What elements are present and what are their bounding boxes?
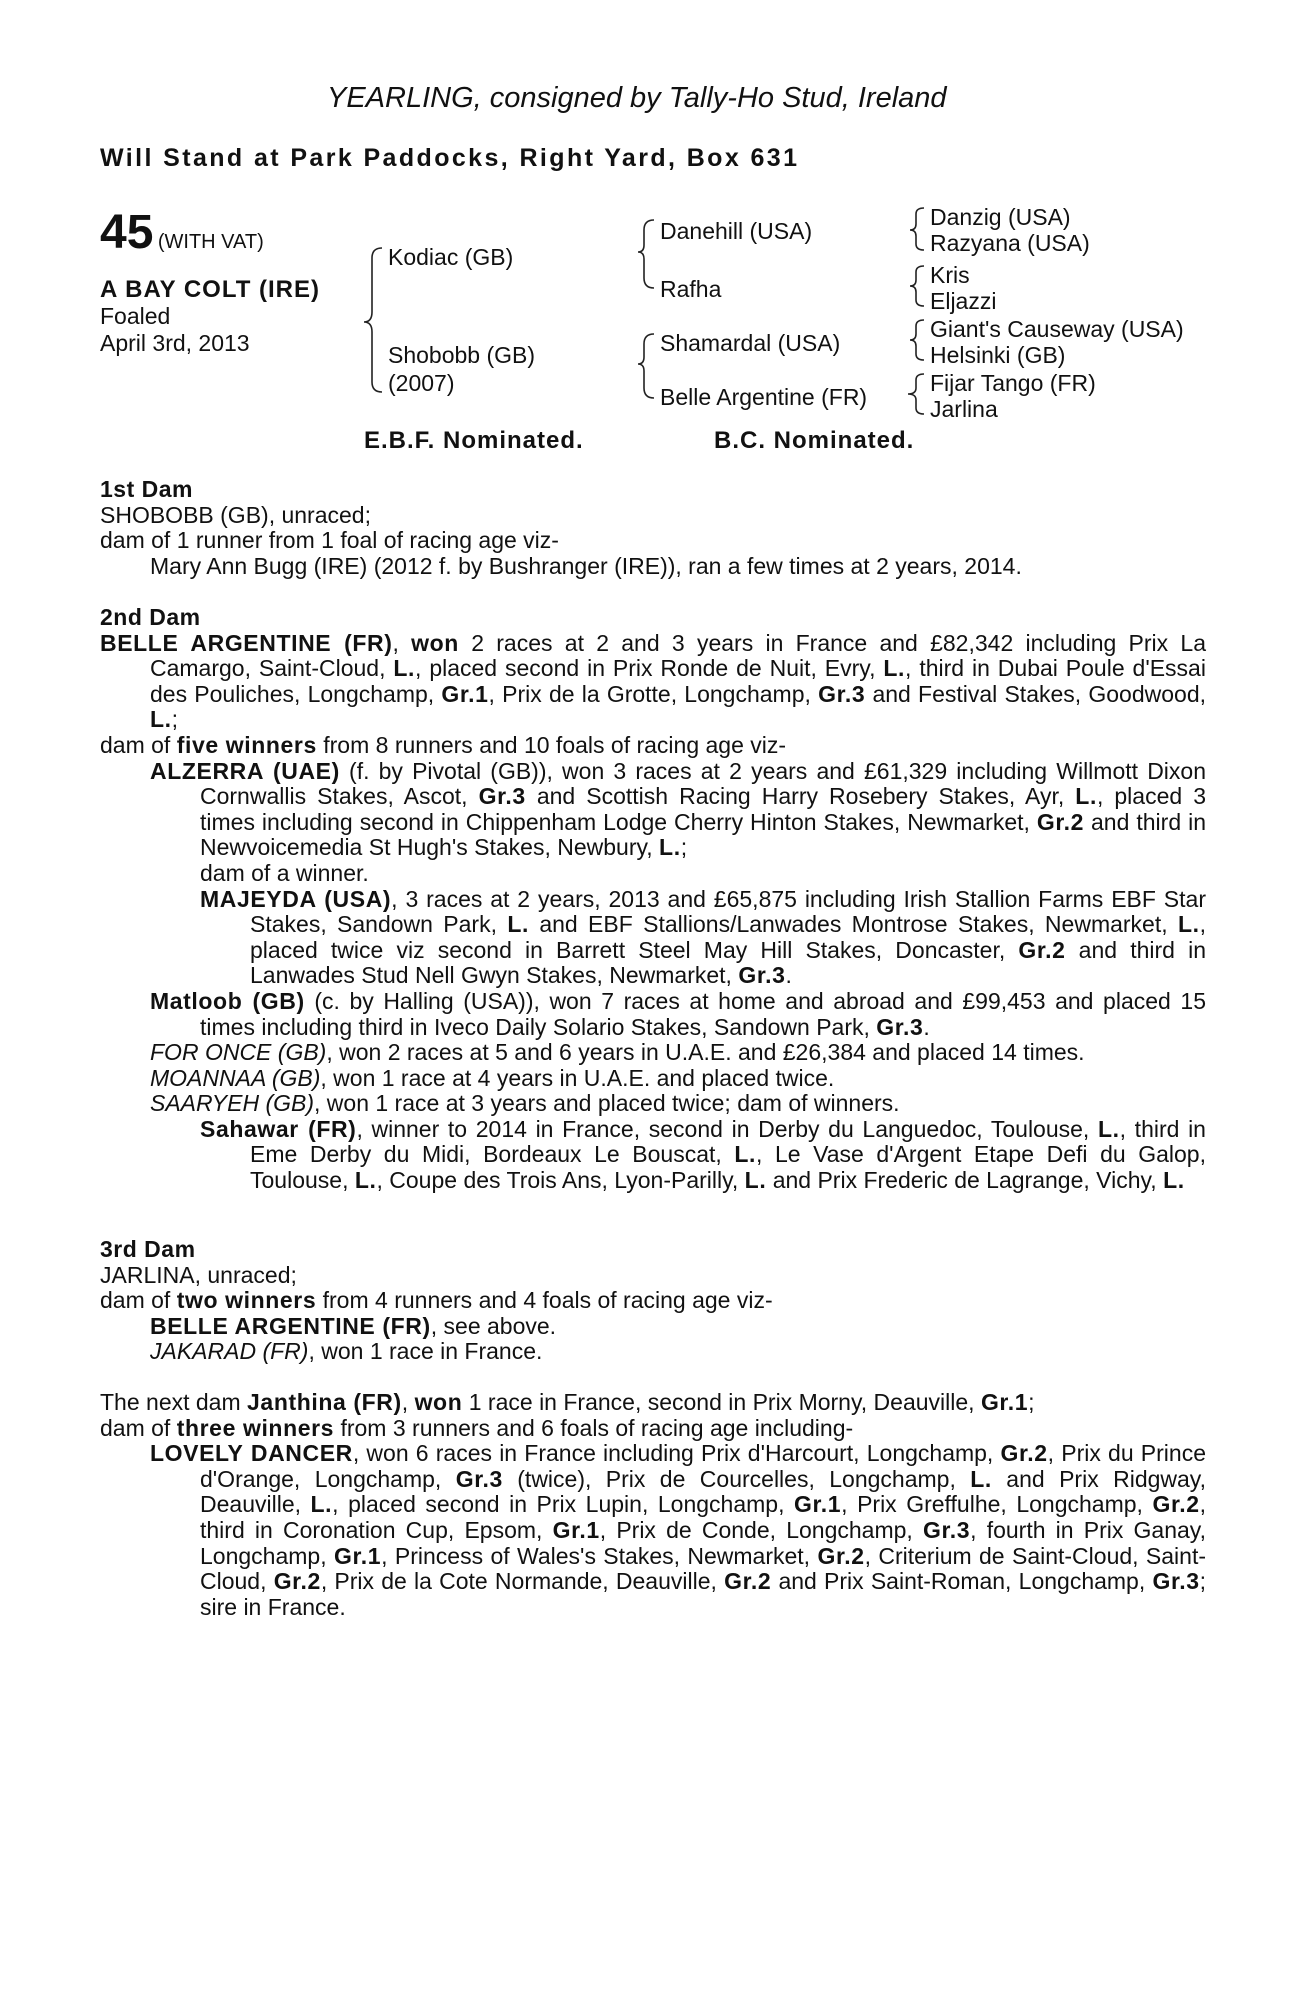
pedigree-sdd: Eljazzi: [930, 288, 997, 314]
first-dam-heading: 1st Dam: [100, 476, 193, 502]
third-dam-line3: BELLE ARGENTINE (FR), see above.: [150, 1312, 557, 1339]
first-dam-section: [100, 477, 1206, 579]
pedigree-brackets: [0, 0, 1314, 460]
pedigree-dds: Fijar Tango (FR): [930, 370, 1096, 396]
next-dam-record: The next dam Janthina (FR), won 1 race in France, second in Prix Morny, Deauville, Gr.1;: [100, 1389, 1035, 1415]
pedigree-dam-year: (2007): [388, 370, 455, 396]
pedigree-dam-dam: Belle Argentine (FR): [660, 384, 868, 410]
foaled-label: Foaled: [100, 303, 171, 329]
first-dam-line3: Mary Ann Bugg (IRE) (2012 f. by Bushranger (IRE)), ran a few times at 2 years, 2014.: [150, 552, 1022, 579]
bracket-g3-2: [910, 266, 924, 306]
vat-note: (WITH VAT): [157, 231, 264, 253]
third-dam-line2: dam of two winners from 4 runners and 4 foals of racing age viz-: [100, 1287, 773, 1314]
first-dam-line2: dam of 1 runner from 1 foal of racing age viz-: [100, 527, 559, 554]
bracket-sire: [638, 220, 654, 288]
bracket-main: [364, 248, 382, 392]
pedigree-sds: Kris: [930, 262, 970, 288]
ebf-nominated: E.B.F. Nominated.: [364, 427, 584, 454]
pedigree-ssd: Razyana (USA): [930, 230, 1090, 256]
produce-sahawar: Sahawar (FR), winner to 2014 in France, second in Derby du Languedoc, Toulouse, L., third in Eme Derby du Midi, Bordeaux Le Bouscat, L., Le Vase d'Argent Etape Defi du Galop, Toulouse, L., Coupe des Trois Ans, Lyon-Parilly, L. and Prix Frederic de Lagrange, Vichy, L.: [200, 1115, 1206, 1194]
second-dam-heading: 2nd Dam: [100, 604, 201, 630]
bc-nominated: B.C. Nominated.: [714, 427, 915, 454]
pedigree-dam: Shobobb (GB): [388, 342, 536, 368]
produce-matloob: Matloob (GB) (c. by Halling (USA)), won 7 races at home and abroad and £99,453 and placed 15 times including third in Iveco Daily Solario Stakes, Sandown Park, Gr.3.: [150, 987, 1206, 1040]
produce-for-once: FOR ONCE (GB), won 2 races at 5 and 6 years in U.A.E. and £26,384 and placed 14 times.: [150, 1039, 1085, 1066]
produce-lovely-dancer: LOVELY DANCER, won 6 races in France including Prix d'Harcourt, Longchamp, Gr.2, Prix du Prince d'Orange, Longchamp, Gr.3 (twice), Prix de Courcelles, Longchamp, L. and Prix Ridgway, Deauville, L., placed second in Prix Lupin, Longchamp, Gr.1, Prix Greffulhe, Longchamp, Gr.2, third in Coronation Cup, Epsom, Gr.1, Prix de Conde, Longchamp, Gr.3, fourth in Prix Ganay, Longchamp, Gr.1, Princess of Wales's Stakes, Newmarket, Gr.2, Criterium de Saint-Cloud, Saint-Cloud, Gr.2, Prix de la Cote Normande, Deauville, Gr.2 and Prix Saint-Roman, Longchamp, Gr.3; sire in France.: [150, 1440, 1206, 1620]
pedigree-dsd: Helsinki (GB): [930, 342, 1066, 368]
stand-location: Will Stand at Park Paddocks, Right Yard, Box 631: [100, 144, 800, 172]
pedigree-sire: Kodiac (GB): [388, 244, 514, 270]
produce-alzerra: ALZERRA (UAE) (f. by Pivotal (GB)), won 3 races at 2 years and £61,329 including Willmott Dixon Cornwallis Stakes, Ascot, Gr.3 and Scottish Racing Harry Rosebery Stakes, Ayr, L., placed 3 times including second in Chippenham Lodge Cherry Hinton Stakes, Newmarket, Gr.2 and third in Newvoicemedia St Hugh's Stakes, Newbury, L.; dam of a winner.: [150, 757, 1207, 886]
horse-name: BELLE ARGENTINE (FR): [100, 629, 393, 656]
third-dam-section: [100, 1237, 1206, 1365]
third-dam-line1: JARLINA, unraced;: [100, 1261, 297, 1288]
pedigree-sss: Danzig (USA): [930, 204, 1071, 230]
next-dam-produce-intro: dam of three winners from 3 runners and 6 foals of racing age including-: [100, 1414, 854, 1441]
produce-moannaa: MOANNAA (GB), won 1 race at 4 years in U.A.E. and placed twice.: [150, 1064, 835, 1091]
pedigree-ddd: Jarlina: [930, 396, 998, 422]
bracket-g3-4: [908, 374, 924, 414]
bracket-g3-1: [910, 208, 924, 250]
second-dam-produce-intro: dam of five winners from 8 runners and 10 foals of racing age viz-: [100, 731, 787, 758]
third-dam-heading: 3rd Dam: [100, 1236, 196, 1262]
bracket-g3-3: [910, 320, 924, 360]
pedigree-sire-dam: Rafha: [660, 276, 722, 302]
pedigree-dss: Giant's Causeway (USA): [930, 316, 1184, 342]
lot-number: 45: [100, 206, 154, 259]
foaled-date: April 3rd, 2013: [100, 330, 250, 356]
first-dam-line1: SHOBOBB (GB), unraced;: [100, 501, 371, 528]
pedigree-sire-sire: Danehill (USA): [660, 218, 813, 244]
second-dam-section: [100, 605, 1206, 1194]
pedigree-dam-sire: Shamardal (USA): [660, 330, 841, 356]
lot-description: A BAY COLT (IRE): [100, 276, 321, 303]
produce-majeyda: MAJEYDA (USA), 3 races at 2 years, 2013 and £65,875 including Irish Stallion Farms EBF Star Stakes, Sandown Park, L. and EBF Stallions/Lanwades Montrose Stakes, Newmarket, L., placed twice viz second in Barrett Steel May Hill Stakes, Doncaster, Gr.2 and third in Lanwades Stud Nell Gwyn Stakes, Newmarket, Gr.3.: [200, 885, 1207, 989]
next-dam-section: [100, 1390, 1206, 1620]
consignor-line: YEARLING, consigned by Tally-Ho Stud, Ireland: [327, 82, 947, 114]
bracket-dam: [638, 334, 654, 398]
third-dam-line4: JAKARAD (FR), won 1 race in France.: [150, 1338, 543, 1365]
second-dam-record: BELLE ARGENTINE (FR), won 2 races at 2 and 3 years in France and £82,342 including Prix La Camargo, Saint-Cloud, L., placed second in Prix Ronde de Nuit, Evry, L., third in Dubai Poule d'Essai des Pouliches, Longchamp, Gr.1, Prix de la Grotte, Longchamp, Gr.3 and Festival Stakes, Goodwood, L.;: [100, 629, 1207, 733]
produce-saaryeh: SAARYEH (GB), won 1 race at 3 years and placed twice; dam of winners.: [150, 1090, 900, 1117]
